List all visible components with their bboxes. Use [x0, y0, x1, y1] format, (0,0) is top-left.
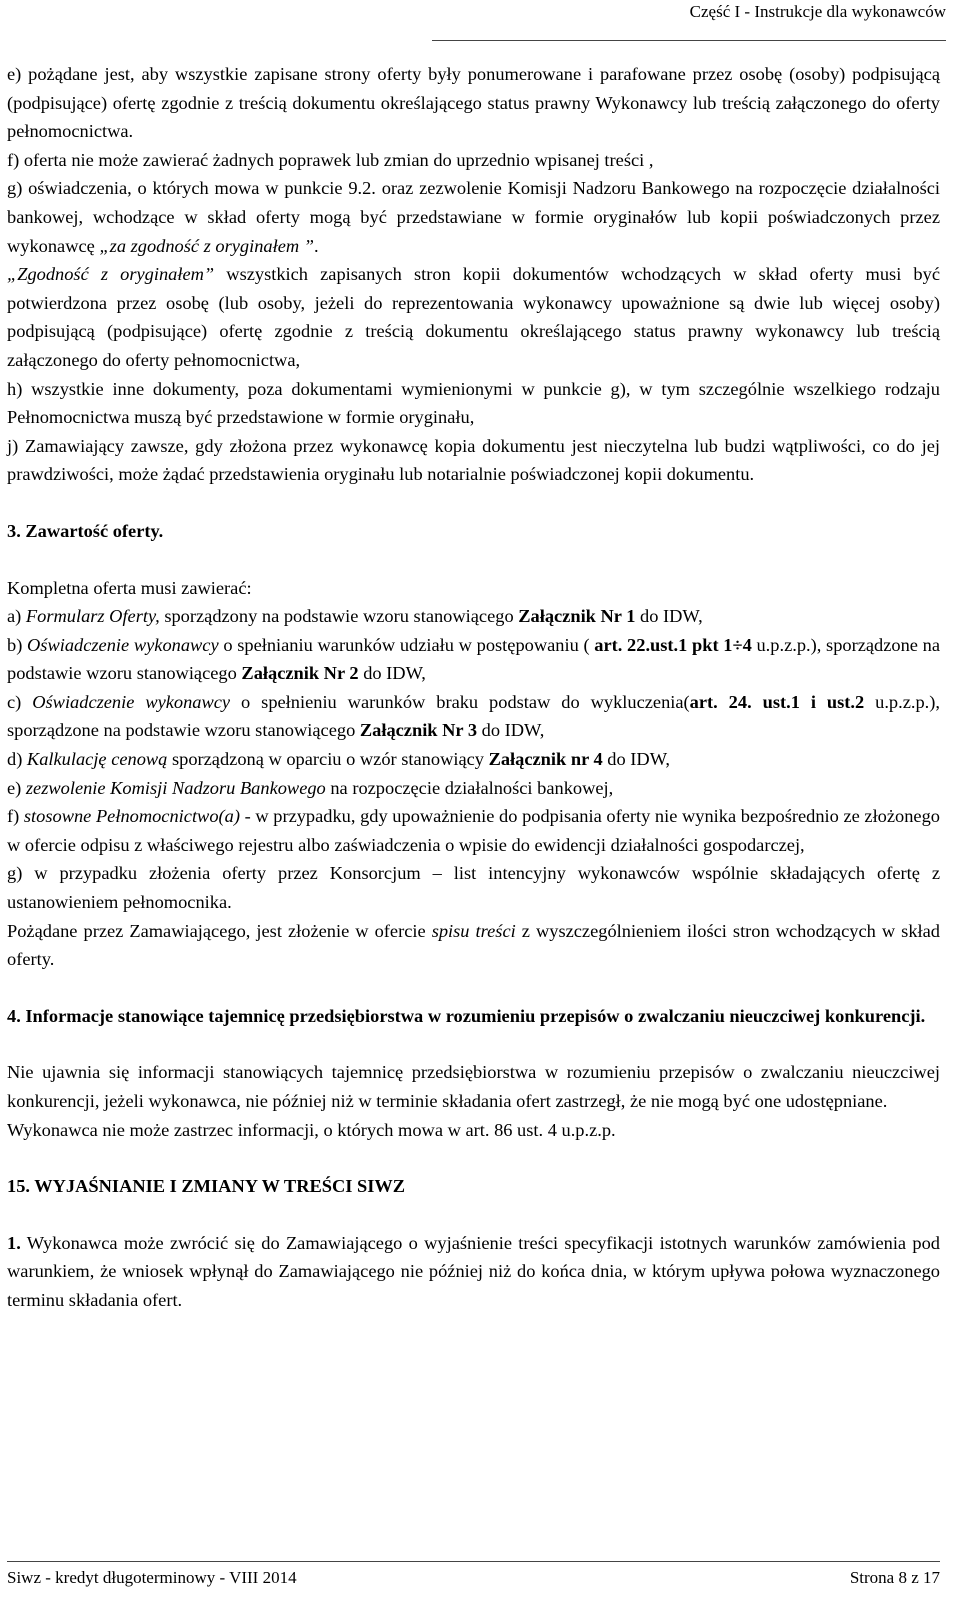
- item-a-italic: Formularz Oferty,: [25, 606, 160, 627]
- item-a-prefix: a): [7, 606, 26, 627]
- item-e: [7, 774, 940, 803]
- item-f-prefix: f): [7, 806, 24, 827]
- item-d-italic: Kalkulację cenową: [26, 749, 168, 770]
- item-b-bold-1: art. 22.ust.1 pkt 1÷4: [594, 634, 752, 655]
- item-d: [7, 745, 940, 774]
- item-a: [7, 602, 940, 631]
- paragraph-zgodnosc: [7, 260, 940, 374]
- item-b-text: o spełnianiu warunków udziału w postępowaniu (: [218, 634, 595, 655]
- section-4-paragraph-1: Nie ujawnia się informacji stanowiących tajemnicę przedsiębiorstwa w rozumieniu przepisów o zwalczaniu nieuczciwej konkurencji, jeżeli wykonawca, nie później niż w terminie składania ofert zastrzegł, że nie mogą być one udostępniane.: [7, 1062, 940, 1111]
- item-d-bold: Załącznik nr 4: [488, 749, 603, 770]
- item-b-end: do IDW,: [358, 663, 426, 684]
- page-footer: [7, 1561, 940, 1587]
- item-c-end: do IDW,: [477, 720, 545, 741]
- item-g: g) w przypadku złożenia oferty przez Konsorcjum – list intencyjny wykonawców wspólnie składających ofertę z ustanowieniem pełnomocnika.: [7, 863, 940, 913]
- item-a-end: do IDW,: [635, 606, 703, 627]
- item-f: [7, 802, 940, 859]
- header-title: Część I - Instrukcje dla wykonawców: [689, 2, 946, 21]
- item-b: [7, 631, 940, 688]
- section-15-text: Wykonawca może zwrócić się do Zamawiającego o wyjaśnienie treści specyfikacji istotnych warunków zamówienia pod warunkiem, że wniosek wpłynął do Zamawiającego nie później niż do końca dnia, w którym upływa połowa wyznaczonego terminu składania ofert.: [7, 1232, 940, 1310]
- paragraph-e: e) pożądane jest, aby wszystkie zapisane strony oferty były ponumerowane i parafowane przez osobę (osoby) podpisującą (podpisujące) ofertę zgodnie z treścią dokumentu określającego status prawny Wykonawcy lub treścią załączonego do oferty pełnomocnictwa.: [7, 64, 940, 142]
- item-d-prefix: d): [7, 749, 27, 770]
- paragraph-h: h) wszystkie inne dokumenty, poza dokumentami wymienionymi w punkcie g), w tym szczególnie wszelkiego rodzaju Pełnomocnictwa muszą być przedstawione w formie oryginału,: [7, 378, 940, 428]
- document-body: [7, 60, 940, 1315]
- note-text: Pożądane przez Zamawiającego, jest złożenie w ofercie: [7, 920, 432, 941]
- page-header: [0, 0, 960, 48]
- section-15-paragraph-1: [7, 1229, 940, 1315]
- footer-document-title: Siwz - kredyt długoterminowy - VIII 2014: [7, 1568, 297, 1587]
- item-b-prefix: b): [7, 634, 28, 655]
- section-3-heading: 3. Zawartość oferty.: [7, 520, 164, 541]
- item-f-italic: stosowne Pełnomocnictwo(a): [23, 806, 240, 827]
- footer-page-number: Strona 8 z 17: [849, 1568, 940, 1587]
- item-c: [7, 688, 940, 745]
- paragraph-g-text: g) oświadczenia, o których mowa w punkcie 9.2. oraz zezwolenie Komisji Nadzoru Bankowego na rozpoczęcie działalności bankowej, wchodzące w skład oferty mogą być przedstawiane w formie oryginałów lub kopii poświadczonych przez wykonawcę: [7, 178, 940, 256]
- paragraph-g: [7, 174, 940, 260]
- item-e-text: na rozpoczęcie działalności bankowej,: [325, 777, 614, 798]
- item-c-bold-1: art. 24. ust.1 i ust.2: [689, 691, 865, 712]
- note-end: z wyszczególnieniem ilości stron wchodzących w skład oferty.: [7, 920, 940, 970]
- item-f-text: - w przypadku, gdy upoważnienie do podpisania oferty nie wynika bezpośrednio ze złożonego w ofercie odpisu z właściwego rejestru albo zaświadczenia o wpisie do ewidencji działalności gospodarczej,: [7, 806, 940, 855]
- paragraph-g-italic: „za zgodność z oryginałem ”: [99, 235, 315, 256]
- paragraph-zgodnosc-italic: „Zgodność z oryginałem”: [7, 264, 215, 285]
- item-e-italic: zezwolenie Komisji Nadzoru Bankowego: [25, 777, 326, 798]
- section-4-heading: 4. Informacje stanowiące tajemnicę przedsiębiorstwa w rozumieniu przepisów o zwalczaniu nieuczciwej konkurencji.: [7, 1005, 926, 1026]
- paragraph-f: f) oferta nie może zawierać żadnych poprawek lub zmian do uprzednio wpisanej treści ,: [7, 149, 654, 170]
- section-15-number: 1.: [7, 1232, 21, 1253]
- item-c-italic: Oświadczenie wykonawcy: [32, 691, 231, 712]
- item-d-end: do IDW,: [602, 749, 670, 770]
- item-c-prefix: c): [7, 691, 33, 712]
- note-italic: spisu treści: [431, 920, 516, 941]
- paragraph-j: j) Zamawiający zawsze, gdy złożona przez wykonawcę kopia dokumentu jest nieczytelna lub budzi wątpliwości, co do jej prawdziwości, może żądać przedstawienia oryginału lub notarialnie poświadczonej kopii dokumentu.: [7, 435, 940, 485]
- item-b-text-2: u.p.z.p.), sporządzone na podstawie wzoru stanowiącego: [7, 634, 940, 684]
- item-b-italic: Oświadczenie wykonawcy: [27, 634, 219, 655]
- item-a-bold: Załącznik Nr 1: [518, 606, 636, 627]
- paragraph-zgodnosc-text: wszystkich zapisanych stron kopii dokumentów wchodzących w skład oferty musi być potwierdzona przez osobę (lub osoby, jeżeli do reprezentowania wykonawcy upoważnione są dwie lub więcej osoby) podpisującą (podpisujące) ofertę zgodnie z treścią dokumentu określającego status prawny wykonawcy lub treścią załączonego do oferty pełnomocnictwa,: [7, 264, 940, 370]
- section-15-heading: 15. WYJAŚNIANIE I ZMIANY W TREŚCI SIWZ: [7, 1176, 406, 1197]
- item-c-text-2: u.p.z.p.), sporządzone na podstawie wzoru stanowiącego: [7, 691, 940, 741]
- header-rule: [432, 40, 946, 41]
- item-e-prefix: e): [7, 777, 26, 798]
- item-d-text: sporządzoną w oparciu o wzór stanowiący: [167, 749, 489, 770]
- section-3-intro: Kompletna oferta musi zawierać:: [7, 577, 252, 598]
- item-c-text: o spełnieniu warunków braku podstaw do wykluczenia(: [230, 691, 690, 712]
- paragraph-g-end: .: [314, 235, 319, 256]
- item-c-bold-2: Załącznik Nr 3: [359, 720, 478, 741]
- item-b-bold-2: Załącznik Nr 2: [241, 663, 359, 684]
- item-a-text: sporządzony na podstawie wzoru stanowiącego: [159, 606, 519, 627]
- section-4-paragraph-2: Wykonawca nie może zastrzec informacji, o których mowa w art. 86 ust. 4 u.p.z.p.: [7, 1119, 616, 1140]
- section-3-note: [7, 917, 940, 974]
